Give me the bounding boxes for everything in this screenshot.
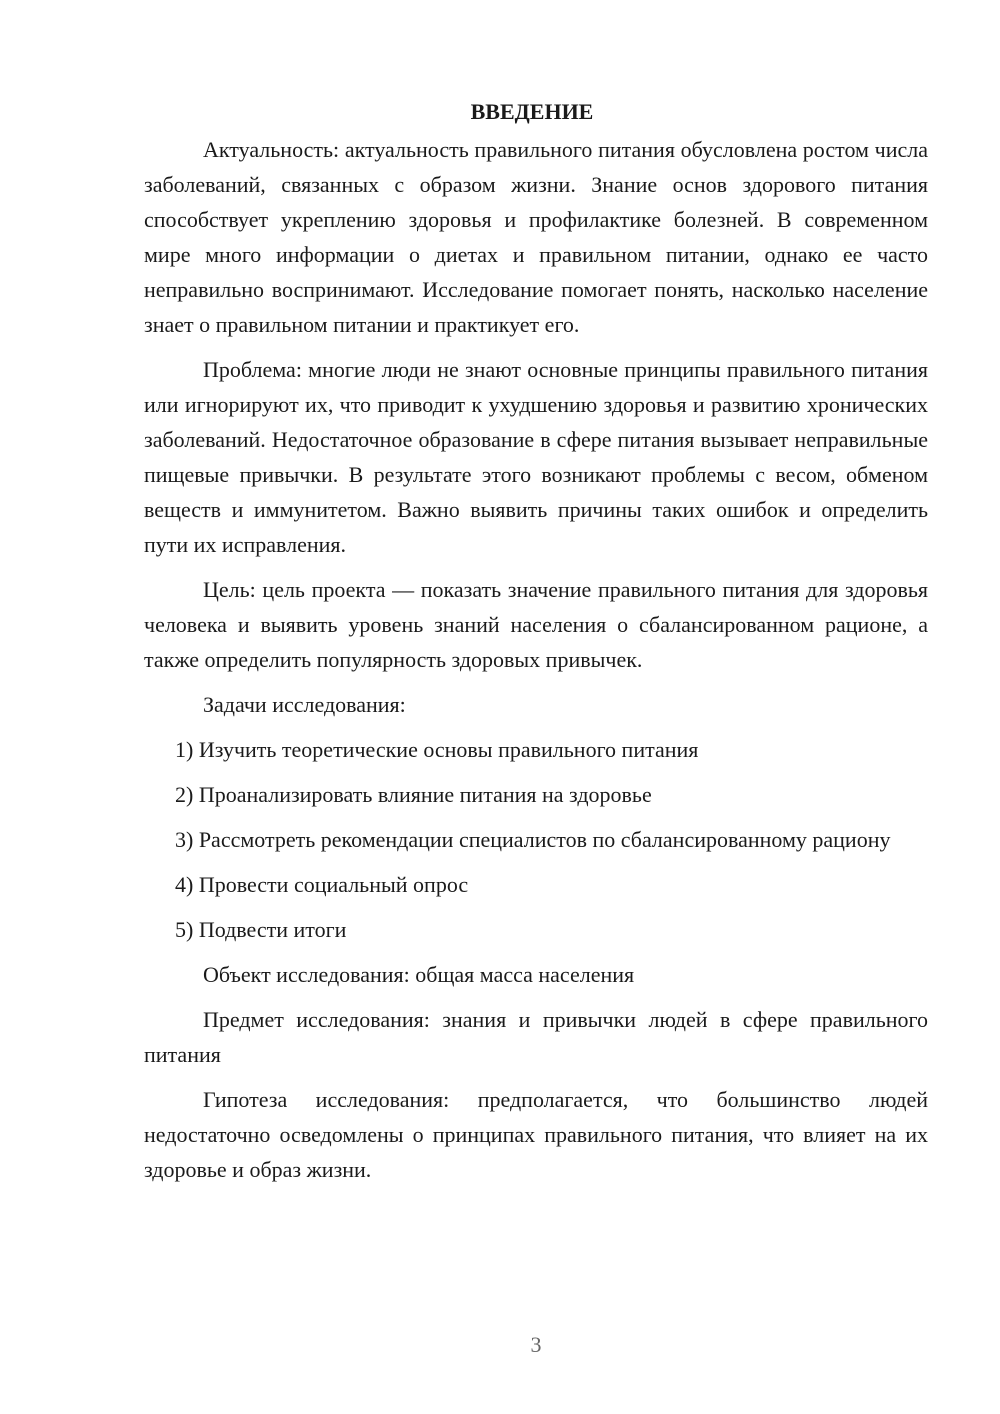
page-number: 3 — [530, 1332, 542, 1357]
paragraph-subject: Предмет исследования: знания и привычки людей в сфере правильного питания — [144, 1007, 928, 1067]
paragraph-object: Объект исследования: общая масса населения — [203, 962, 635, 987]
paragraph-goal: Цель: цель проекта — показать значение правильного питания для здоровья человека и выявить уровень знаний населения о сбалансированном рационе, а также определить популярность здоровых привычек. — [144, 577, 928, 672]
paragraph-hypothesis: Гипотеза исследования: предполагается, что большинство людей недостаточно осведомлены о принципах правильного питания, что влияет на их здоровье и образ жизни. — [144, 1087, 928, 1182]
task-item-4: 4) Провести социальный опрос — [175, 872, 469, 897]
task-item-5: 5) Подвести итоги — [175, 917, 347, 942]
document-page — [144, 92, 928, 1187]
task-item-2: 2) Проанализировать влияние питания на здоровье — [175, 782, 652, 807]
paragraph-tasks-heading: Задачи исследования: — [203, 692, 406, 717]
page-title: ВВЕДЕНИЕ — [470, 99, 594, 124]
task-item-3: 3) Рассмотреть рекомендации специалистов по сбалансированному рациону — [175, 827, 891, 852]
paragraph-problem: Проблема: многие люди не знают основные принципы правильного питания или игнорируют их, что приводит к ухудшению здоровья и развитию хронических заболеваний. Недостаточное образование в сфере питания вызывает неправильные пищевые привычки. В результате этого возникают проблемы с весом, обменом веществ и иммунитетом. Важно выявить причины таких ошибок и определить пути их исправления. — [144, 357, 928, 557]
paragraph-relevance: Актуальность: актуальность правильного питания обусловлена ростом числа заболеваний, связанных с образом жизни. Знание основ здорового питания способствует укреплению здоровья и профилактике болезней. В современном мире много информации о диетах и правильном питании, однако ее часто неправильно воспринимают. Исследование помогает понять, насколько население знает о правильном питании и практикует его. — [144, 137, 928, 337]
task-item-1: 1) Изучить теоретические основы правильного питания — [175, 737, 699, 762]
